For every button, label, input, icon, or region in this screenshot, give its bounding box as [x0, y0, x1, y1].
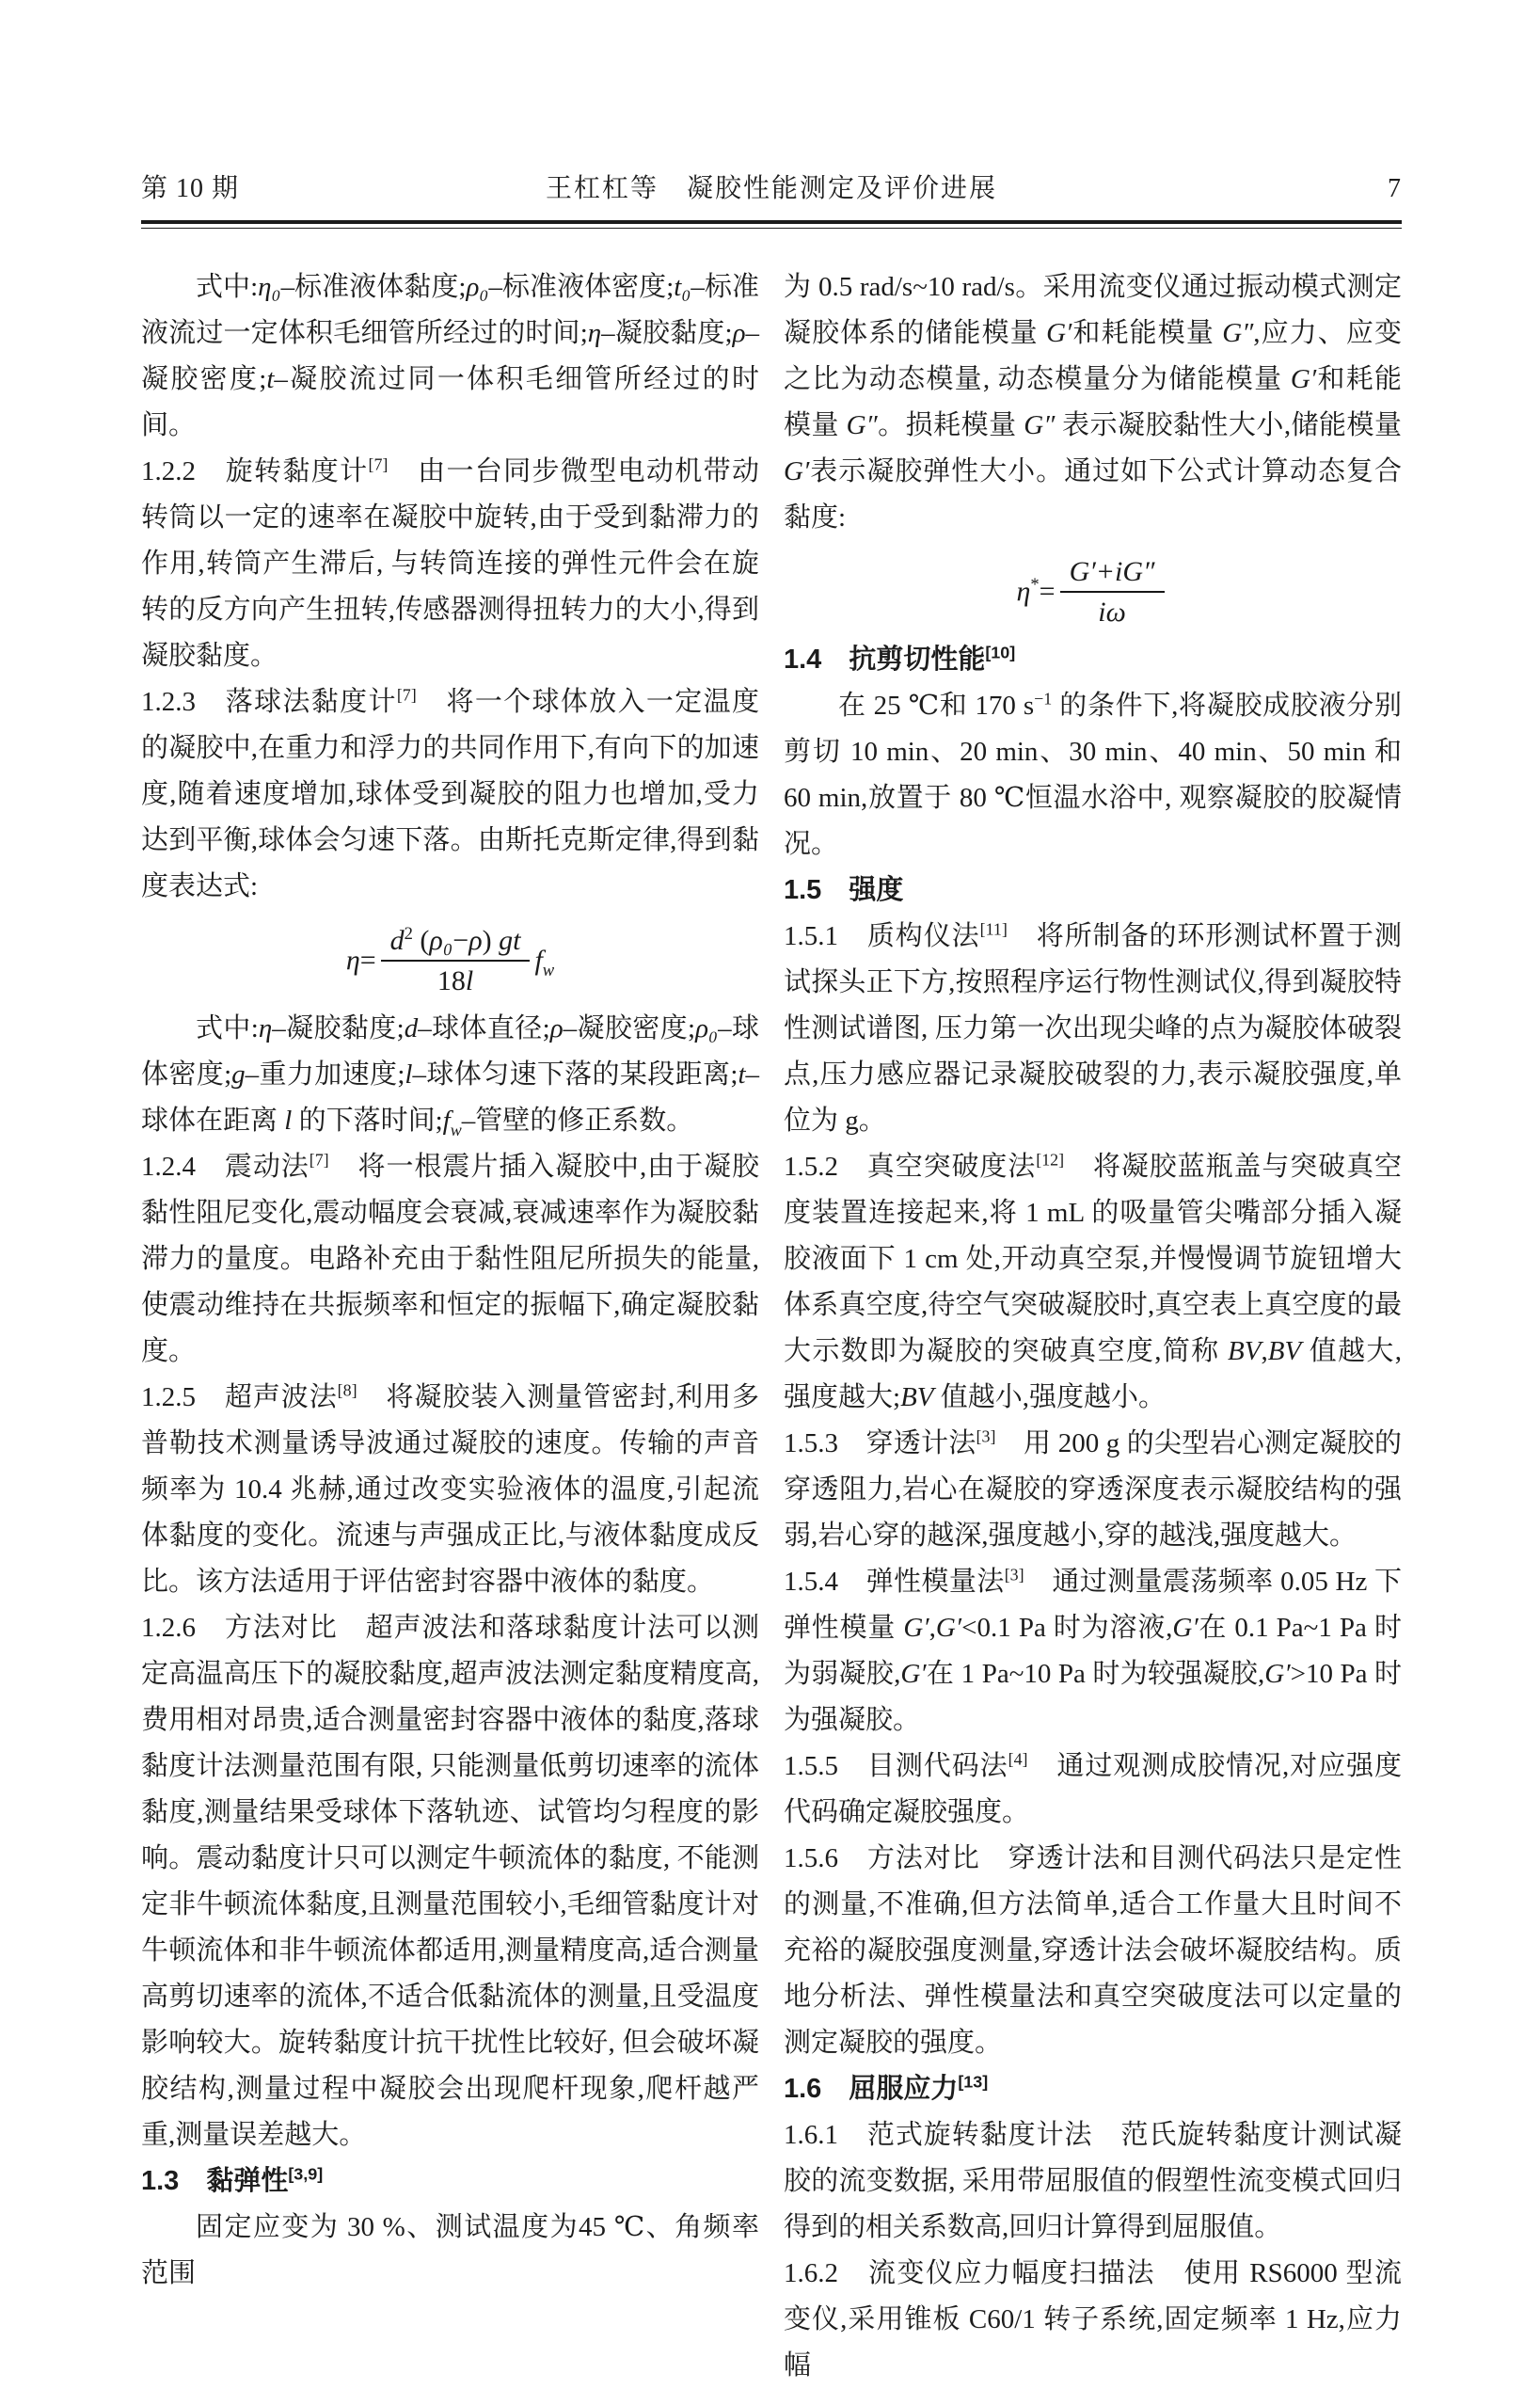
paragraph: 1.6.1 范式旋转黏度计法 范氏旋转黏度计测试凝胶的流变数据, 采用带屈服值的假塑性流变模式回归得到的相关系数高,回归计算得到屈服值。: [784, 2120, 1402, 2242]
formula-lhs: η*=: [1016, 574, 1056, 607]
formula-fraction: [381, 923, 531, 996]
paragraph: 1.2.6 方法对比 超声波法和落球黏度计法可以测定高温高压下的凝胶黏度,超声波法测定黏度精度高,费用相对昂贵,适合测量密封容器中液体的黏度,落球黏度计法测量范围有限, 只能测量低剪切速率的流体黏度,测量结果受球体下落轨迹、试管均匀程度的影响。震动黏度计只可以测定牛顿流体的黏度, 不能测定非牛顿流体黏度,且测量范围较小,毛细管黏度计对牛顿流体和非牛顿流体都适用,测量精度高,适合测量高剪切速率的流体,不适合低黏流体的测量,且受温度影响较大。旋转黏度计抗干扰性比较好, 但会破坏凝胶结构,测量过程中凝胶会出现爬杆现象,爬杆越严重,测量误差越大。: [141, 1613, 759, 2150]
display-formula: [784, 554, 1402, 628]
paragraph: 1.6.2 流变仪应力幅度扫描法 使用 RS6000 型流变仪,采用锥板 C60/1 转子系统,固定频率 1 Hz,应力幅: [784, 2258, 1402, 2381]
formula-denominator: iω: [1098, 597, 1126, 628]
paragraph: 1.5.6 方法对比 穿透计法和目测代码法只是定性的测量,不准确,但方法简单,适合工作量大且时间不充裕的凝胶强度测量,穿透计法会破坏凝胶结构。质地分析法、弹性模量法和真空突破度法可以定量的测定凝胶的强度。: [784, 1843, 1402, 2058]
paragraph: 为 0.5 rad/s~10 rad/s。采用流变仪通过振动模式测定凝胶体系的储能模量 G′和耗能模量 G″,应力、应变之比为动态模量, 动态模量分为储能模量 G′和耗能模量 G″。损耗模量 G″ 表示凝胶黏性大小,储能模量 G′表示凝胶弹性大小。通过如下公式计算动态复合黏度:: [784, 272, 1402, 533]
formula-numerator: G′+iG″: [1060, 554, 1165, 593]
formula-denominator: 18l: [437, 965, 474, 996]
paragraph: 1.5.1 质构仪法[11] 将所制备的环形测试杯置于测试探头正下方,按照程序运行物性测试仪,得到凝胶特性测试谱图, 压力第一次出现尖峰的点为凝胶体破裂点,压力感应器记录凝胶破裂的力,表示凝胶强度,单位为 g。: [784, 919, 1402, 1136]
header-running-title: 王杠杠等 凝胶性能测定及评价进展: [545, 174, 997, 203]
paragraph: 在 25 ℃和 170 $s^{-1}$ 的条件下,将凝胶成胶液分别剪切 10 min、20 min、30 min、40 min、50 min 和 60 min,放置于 80 ℃恒温水浴中, 观察凝胶的胶凝情况。: [784, 689, 1402, 859]
section-heading: 1.3 黏弹性[3,9]: [141, 2164, 324, 2196]
paragraph: 固定应变为 30 %、测试温度为45 ℃、角频率范围: [141, 2212, 759, 2288]
left-column: [141, 264, 759, 2389]
content: [141, 264, 1402, 2389]
formula-trailing-factor: $f_w$: [534, 944, 555, 980]
paragraph: 1.2.5 超声波法[8] 将凝胶装入测量管密封,利用多普勒技术测量诱导波通过凝胶的速度。传输的声音频率为 10.4 兆赫,通过改变实验液体的温度,引起流体黏度的变化。流速与声强成正比,与液体黏度成反比。该方法适用于评估密封容器中液体的黏度。: [141, 1380, 759, 1597]
section-heading: 1.4 抗剪切性能[10]: [784, 643, 1016, 675]
right-column: [784, 264, 1402, 2389]
formula-lhs: η=: [345, 944, 376, 976]
display-formula: [141, 923, 759, 996]
formula-fraction: [1060, 554, 1165, 628]
paragraph: 1.2.3 落球法黏度计[7] 将一个球体放入一定温度的凝胶中,在重力和浮力的共同作用下,有向下的加速度,随着速度增加,球体受到凝胶的阻力也增加,受力达到平衡,球体会匀速下落。由斯托克斯定律,得到黏度表达式:: [141, 685, 759, 901]
paragraph: 式中:η₀–标准液体黏度;ρ₀–标准液体密度;t₀–标准液流过一定体积毛细管所经过的时间;η–凝胶黏度;ρ–凝胶密度;t–凝胶流过同一体积毛细管所经过的时间。: [141, 272, 759, 440]
header-divider: [141, 220, 1402, 229]
paragraph: 1.5.3 穿透计法[3] 用 200 g 的尖型岩心测定凝胶的穿透阻力,岩心在凝胶的穿透深度表示凝胶结构的强弱,岩心穿的越深,强度越小,穿的越浅,强度越大。: [784, 1426, 1402, 1551]
paragraph: 1.5.2 真空突破度法[12] 将凝胶蓝瓶盖与突破真空度装置连接起来,将 1 mL 的吸量管尖嘴部分插入凝胶液面下 1 cm 处,开动真空泵,并慢慢调节旋钮增大体系真空度,待空气突破凝胶时,真空表上真空度的最大示数即为凝胶的突破真空度,简称 BV,BV 值越大,强度越大;BV 值越小,强度越小。: [784, 1150, 1402, 1412]
header-issue: 第 10 期: [141, 174, 240, 203]
paragraph: 1.5.4 弹性模量法[3] 通过测量震荡频率 0.05 Hz 下弹性模量 G′,G′<0.1 Pa 时为溶液,G′在 0.1 Pa~1 Pa 时为弱凝胶,G′在 1 Pa~10 Pa 时为较强凝胶,G′>10 Pa 时为强凝胶。: [784, 1565, 1402, 1735]
paragraph: 1.2.2 旋转黏度计[7] 由一台同步微型电动机带动转筒以一定的速率在凝胶中旋转,由于受到黏滞力的作用,转筒产生滞后, 与转筒连接的弹性元件会在旋转的反方向产生扭转,传感器测得扭转力的大小,得到凝胶黏度。: [141, 454, 759, 671]
page-header: [141, 167, 1402, 205]
paragraph: 1.2.4 震动法[7] 将一根震片插入凝胶中,由于凝胶黏性阻尼变化,震动幅度会衰减,衰减速率作为凝胶黏滞力的量度。电路补充由于黏性阻尼所损失的能量,使震动维持在共振频率和恒定的振幅下,确定凝胶黏度。: [141, 1150, 759, 1366]
formula-numerator: $d^2$ (ρ₀−ρ) gt: [381, 923, 531, 962]
paragraph: 式中:η–凝胶黏度;d–球体直径;ρ–凝胶密度;ρ₀–球体密度;g–重力加速度;l–球体匀速下落的某段距离;t–球体在距离 l 的下落时间$;f_w-$管壁的修正系数。: [141, 1013, 759, 1139]
header-page-number: 7: [1387, 174, 1402, 203]
paragraph: 1.5.5 目测代码法[4] 通过观测成胶情况,对应强度代码确定凝胶强度。: [784, 1749, 1402, 1827]
section-heading: 1.6 屈服应力[13]: [784, 2072, 989, 2104]
section-heading: 1.5 强度: [784, 875, 904, 905]
